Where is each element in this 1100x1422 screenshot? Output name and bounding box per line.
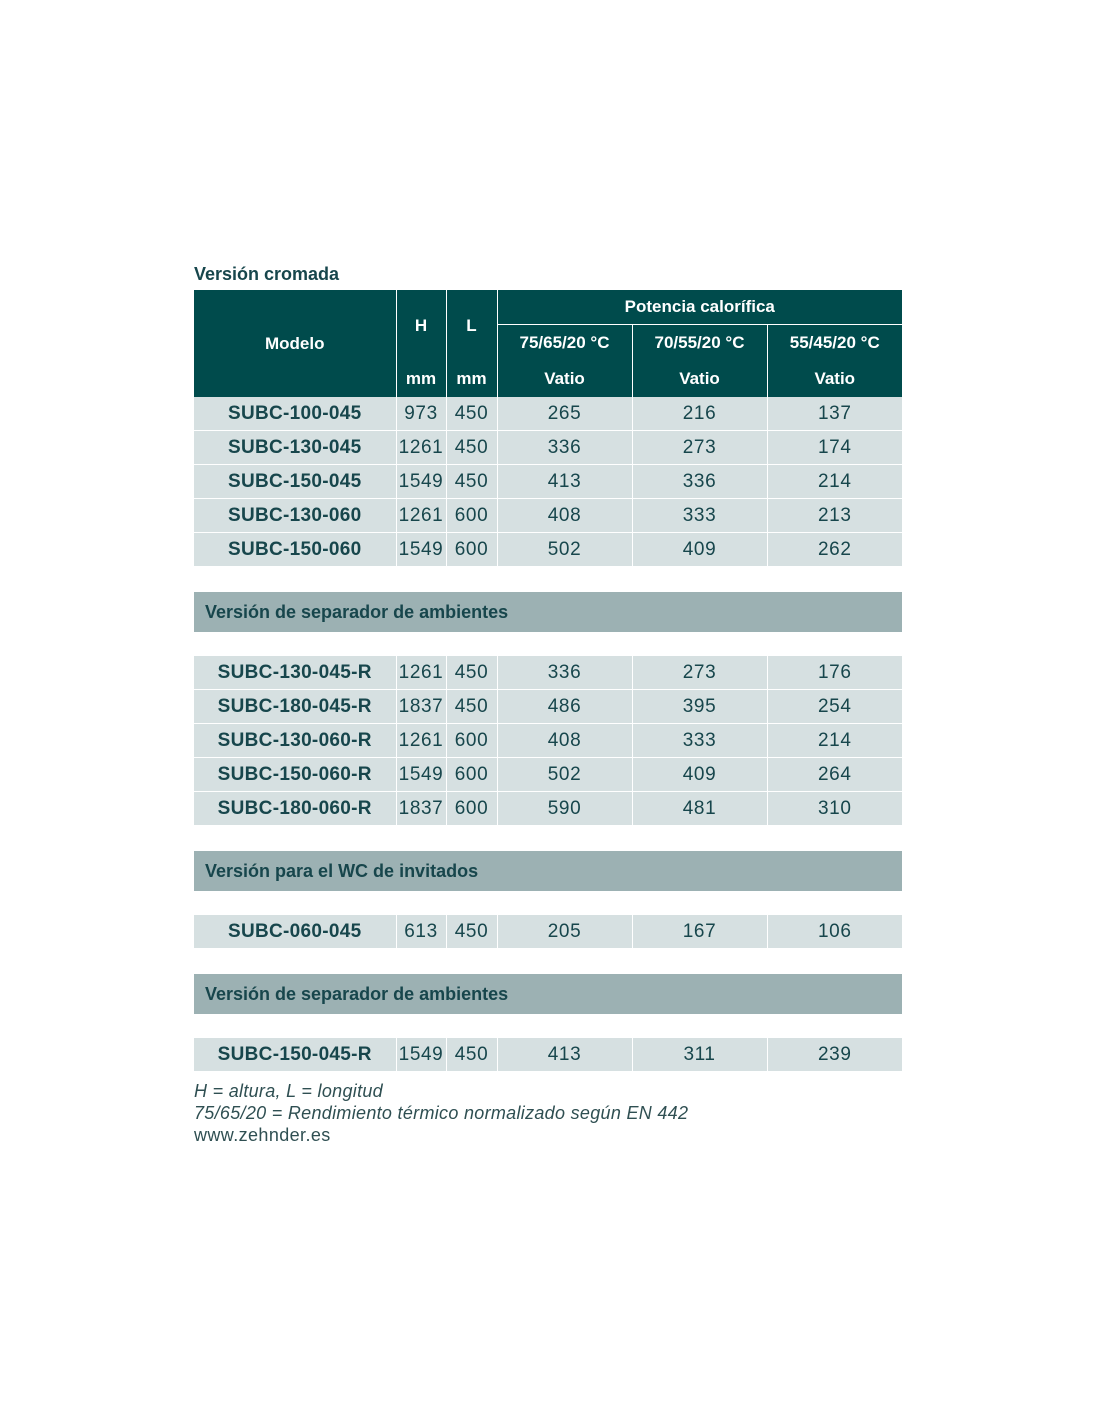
header-l: L (446, 290, 497, 361)
cell-h: 1549 (396, 758, 446, 792)
cell-power-55: 239 (767, 1038, 902, 1072)
cell-power-55: 264 (767, 758, 902, 792)
cell-power-75: 205 (497, 915, 632, 949)
cell-l: 450 (446, 915, 497, 949)
table-row (194, 915, 902, 949)
section-header: Versión de separador de ambientes (194, 974, 902, 1014)
section-header: Versión de separador de ambientes (194, 592, 902, 632)
cell-power-70: 409 (632, 758, 767, 792)
cell-l: 450 (446, 1038, 497, 1072)
table-row (194, 758, 902, 792)
cell-power-55: 174 (767, 431, 902, 465)
cell-power-75: 265 (497, 397, 632, 431)
cell-power-70: 273 (632, 656, 767, 690)
cell-power-70: 273 (632, 431, 767, 465)
cell-power-55: 310 (767, 792, 902, 826)
cell-power-55: 254 (767, 690, 902, 724)
table-groups (194, 397, 902, 1072)
cell-l: 450 (446, 690, 497, 724)
cell-power-70: 409 (632, 533, 767, 567)
section-spacer (194, 826, 902, 851)
cell-h: 1549 (396, 1038, 446, 1072)
cell-l: 600 (446, 724, 497, 758)
document (194, 260, 902, 1146)
cell-model: SUBC-100-045 (194, 397, 396, 431)
cell-power-75: 413 (497, 465, 632, 499)
header-unit-2: Vatio (632, 361, 767, 397)
cell-model: SUBC-130-045 (194, 431, 396, 465)
cell-power-75: 413 (497, 1038, 632, 1072)
cell-power-55: 262 (767, 533, 902, 567)
cell-power-70: 311 (632, 1038, 767, 1072)
cell-power-70: 167 (632, 915, 767, 949)
header-unit-l: mm (446, 361, 497, 397)
cell-h: 1837 (396, 690, 446, 724)
cell-model: SUBC-130-060-R (194, 724, 396, 758)
cell-h: 973 (396, 397, 446, 431)
cell-model: SUBC-150-060-R (194, 758, 396, 792)
header-unit-1: Vatio (497, 361, 632, 397)
cell-power-55: 214 (767, 724, 902, 758)
cell-power-70: 395 (632, 690, 767, 724)
table-row (194, 431, 902, 465)
table-row (194, 792, 902, 826)
cell-power-75: 590 (497, 792, 632, 826)
cell-l: 450 (446, 465, 497, 499)
page-title: Versión cromada (194, 264, 340, 284)
cell-power-55: 214 (767, 465, 902, 499)
section-spacer (194, 567, 902, 592)
footer-standard: 75/65/20 = Rendimiento térmico normalizado según EN 442 (194, 1103, 689, 1123)
spec-table-body (194, 1038, 902, 1072)
cell-power-75: 336 (497, 431, 632, 465)
cell-model: SUBC-150-060 (194, 533, 396, 567)
cell-l: 600 (446, 792, 497, 826)
table-row (194, 465, 902, 499)
footer-url: www.zehnder.es (194, 1125, 331, 1145)
cell-power-70: 333 (632, 499, 767, 533)
header-temp-1: 75/65/20 °C (497, 325, 632, 362)
cell-model: SUBC-180-045-R (194, 690, 396, 724)
header-h: H (396, 290, 446, 361)
section-spacer (194, 949, 902, 974)
footer-legend: H = altura, L = longitud (194, 1081, 383, 1101)
cell-model: SUBC-180-060-R (194, 792, 396, 826)
cell-model: SUBC-150-045-R (194, 1038, 396, 1072)
header-unit-3: Vatio (767, 361, 902, 397)
cell-power-75: 408 (497, 499, 632, 533)
section-spacer (194, 891, 902, 915)
cell-power-75: 336 (497, 656, 632, 690)
spec-table-body (194, 397, 902, 567)
cell-power-55: 106 (767, 915, 902, 949)
cell-l: 600 (446, 533, 497, 567)
table-row (194, 533, 902, 567)
cell-l: 600 (446, 499, 497, 533)
cell-h: 1549 (396, 465, 446, 499)
cell-h: 1261 (396, 656, 446, 690)
cell-l: 450 (446, 431, 497, 465)
section-spacer (194, 632, 902, 656)
cell-model: SUBC-150-045 (194, 465, 396, 499)
cell-h: 613 (396, 915, 446, 949)
cell-h: 1549 (396, 533, 446, 567)
cell-power-70: 333 (632, 724, 767, 758)
cell-power-55: 213 (767, 499, 902, 533)
cell-power-75: 502 (497, 758, 632, 792)
cell-l: 450 (446, 656, 497, 690)
cell-l: 450 (446, 397, 497, 431)
cell-power-75: 502 (497, 533, 632, 567)
table-row (194, 724, 902, 758)
cell-power-70: 336 (632, 465, 767, 499)
cell-model: SUBC-130-045-R (194, 656, 396, 690)
cell-power-75: 486 (497, 690, 632, 724)
cell-power-75: 408 (497, 724, 632, 758)
spec-table-body (194, 656, 902, 826)
cell-l: 600 (446, 758, 497, 792)
cell-power-55: 176 (767, 656, 902, 690)
cell-power-70: 216 (632, 397, 767, 431)
cell-h: 1261 (396, 724, 446, 758)
cell-power-70: 481 (632, 792, 767, 826)
cell-power-55: 137 (767, 397, 902, 431)
cell-h: 1261 (396, 499, 446, 533)
section-spacer (194, 1014, 902, 1038)
header-unit-h: mm (396, 361, 446, 397)
cell-model: SUBC-060-045 (194, 915, 396, 949)
table-row (194, 690, 902, 724)
spec-table-header (194, 290, 902, 397)
header-temp-3: 55/45/20 °C (767, 325, 902, 362)
table-row (194, 499, 902, 533)
header-temp-2: 70/55/20 °C (632, 325, 767, 362)
footer-notes (194, 1080, 902, 1146)
header-potencia: Potencia calorífica (497, 290, 902, 325)
header-modelo: Modelo (194, 290, 396, 397)
cell-model: SUBC-130-060 (194, 499, 396, 533)
spec-table-body (194, 915, 902, 949)
section-header: Versión para el WC de invitados (194, 851, 902, 891)
table-row (194, 397, 902, 431)
cell-h: 1837 (396, 792, 446, 826)
table-row (194, 656, 902, 690)
cell-h: 1261 (396, 431, 446, 465)
table-row (194, 1038, 902, 1072)
